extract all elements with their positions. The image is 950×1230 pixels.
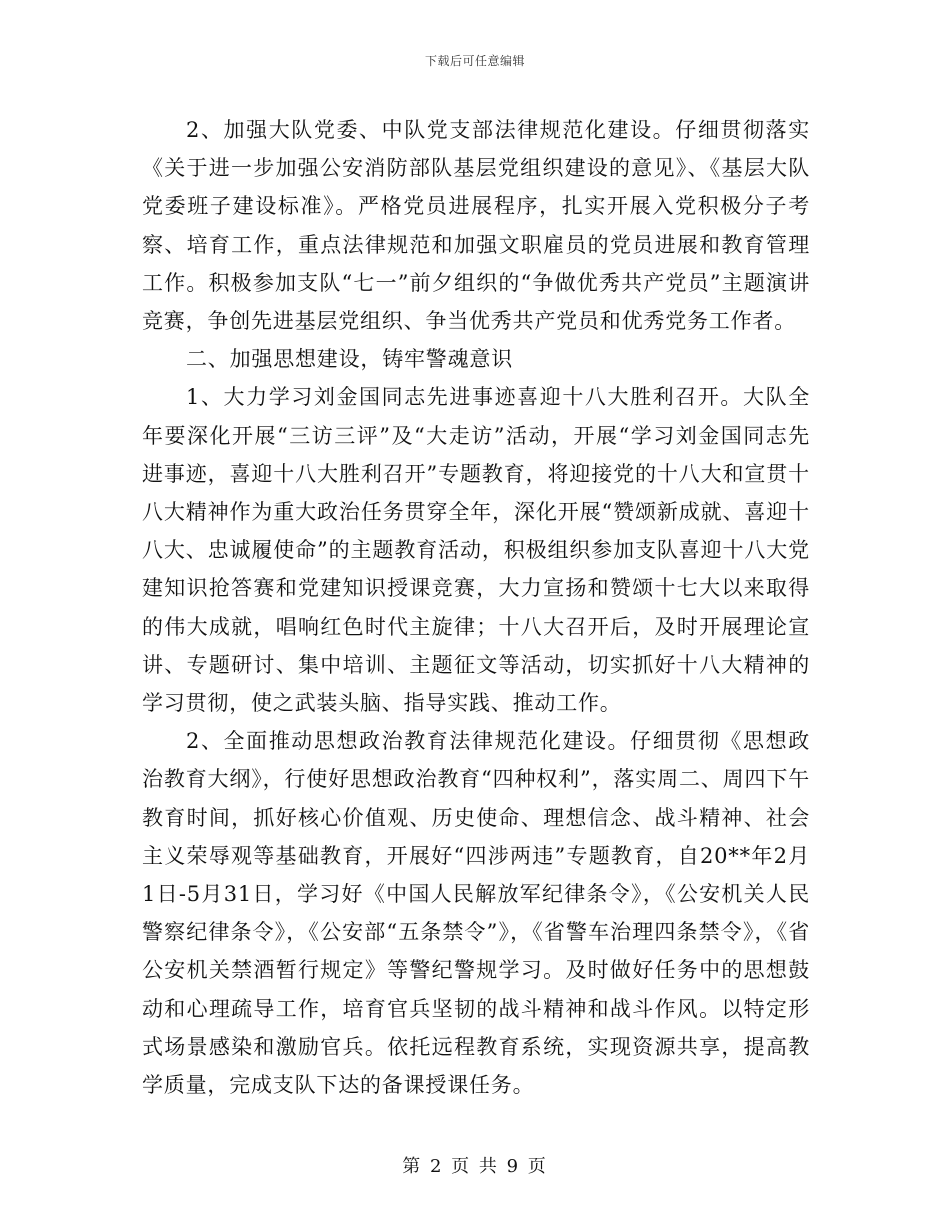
paragraph-political-education: 2、全面推动思想政治教育法律规范化建设。仔细贯彻《思想政治教育大纲》，行使好思想政治教育“四种权利”，落实周二、周四下午教育时间，抓好核心价值观、历史使命、理想信念、战斗精神、社会主义荣辱观等基础教育，开展好“四涉两违”专题教育，自20**年2月1日-5月31日，学习好《中国人民解放军纪律条令》，《公安机关人民警察纪律条令》，《公安部“五条禁令”》，《省警车治理四条禁令》，《省公安机关禁酒暂行规定》等警纪警规学习。及时做好任务中的思想鼓动和心理疏导工作，培育官兵坚韧的战斗精神和战斗作风。以特定形式场景感染和激励官兵。依托远程教育系统，实现资源共享，提高教学质量，完成支队下达的备课授课任务。 xyxy=(142,729,810,1098)
header-note: 下载后可任意编辑 xyxy=(424,54,525,68)
document-body xyxy=(142,111,810,1104)
section-heading-ideology: 二、加强思想建设，铸牢警魂意识 xyxy=(186,347,513,372)
page-number-footer: 第 2 页 共 9 页 xyxy=(402,1156,548,1177)
paragraph-study-liu-jinguo: 1、大力学习刘金国同志先进事迹喜迎十八大胜利召开。大队全年要深化开展“三访三评”及“大走访”活动，开展“学习刘金国同志先进事迹，喜迎十八大胜利召开”专题教育，将迎接党的十八大和宣贯十八大精神作为重大政治任务贯穿全年，深化开展“赞颂新成就、喜迎十八大、忠诚履使命”的主题教育活动，积极组织参加支队喜迎十八大党建知识抢答赛和党建知识授课竞赛，大力宣扬和赞颂十七大以来取得的伟大成就，唱响红色时代主旋律；十八大召开后，及时开展理论宣讲、专题研讨、集中培训、主题征文等活动，切实抓好十八大精神的学习贯彻，使之武装头脑、指导实践、推动工作。 xyxy=(142,385,810,716)
paragraph-party-building: 2、加强大队党委、中队党支部法律规范化建设。仔细贯彻落实《关于进一步加强公安消防部队基层党组织建设的意见》、《基层大队党委班子建设标准》。严格党员进展程序，扎实开展入党积极分子考察、培育工作，重点法律规范和加强文职雇员的党员进展和教育管理工作。积极参加支队“七一”前夕组织的“争做优秀共产党员”主题演讲竞赛，争创先进基层党组织、争当优秀共产党员和优秀党务工作者。 xyxy=(142,118,810,334)
